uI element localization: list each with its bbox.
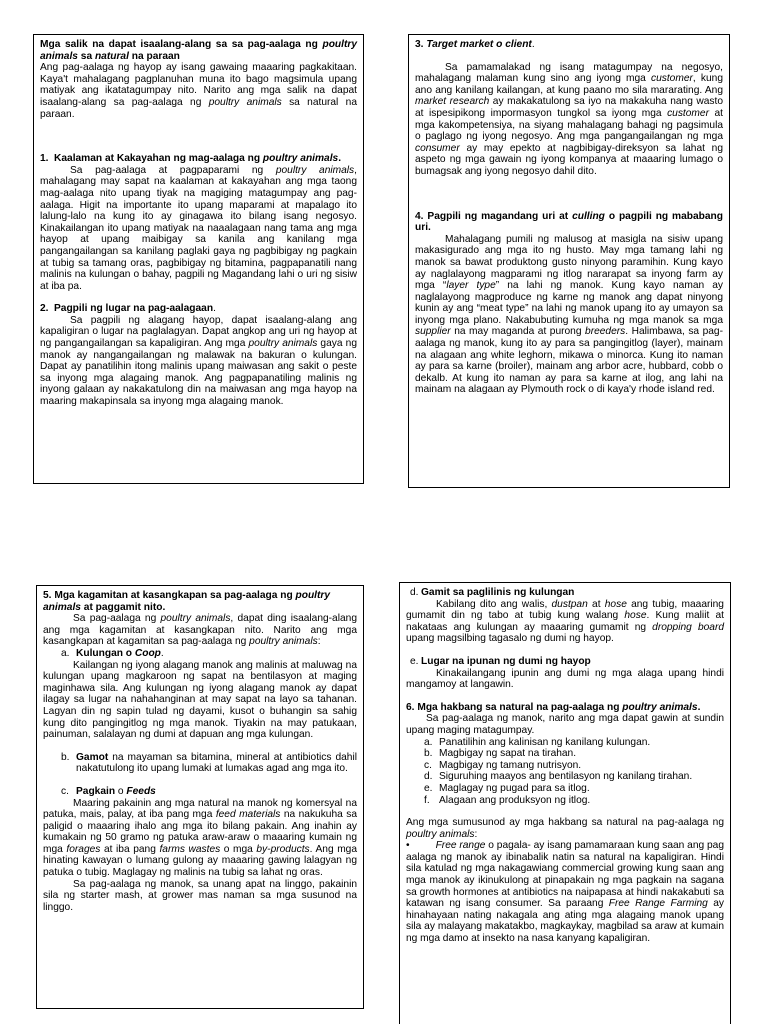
section-6-intro: Sa pag-aalaga ng manok, narito ang mga dapat gawin at sundin upang maging matagumpay. (406, 713, 724, 736)
list-item: a. Panatilihin ang kalinisan ng kanilang kulungan. (424, 736, 651, 748)
list-item: e. Maglagay ng pugad para sa itlog. (424, 782, 590, 794)
box1-intro: Ang pag-aalaga ng hayop ay isang gawaing maaaring pagkakitaan. Kaya't mahalagang pagplanuhan muna ito bago magsimula upang matiyak ang ikatatagumpay nito. Narito ang mga salik na dapat isaalang-alang sa pag-aalaga ng poultry animals sa natural na paraan. (40, 62, 357, 120)
section-box-target-market (408, 34, 730, 488)
section-5-heading: 5. Mga kagamitan at kasangkapan sa pag-aalaga ng poultry animals at paggamit nito. (43, 590, 331, 613)
list-item: d. Siguruhing maayos ang bentilasyon ng kanilang tirahan. (424, 771, 693, 783)
list-item: f. Alagaan ang produksyon ng itlog. (424, 794, 591, 806)
section-box-gamit-hakbang (399, 582, 731, 1024)
section-6-heading: 6. Mga hakbang sa natural na pag-aalaga ng poultry animals. (406, 701, 701, 713)
item-a-heading: a. Kulungan o Coop. (61, 647, 164, 659)
section-4-heading: 4. Pagpili ng magandang uri at culling o pagpili ng mababang uri. (415, 210, 724, 234)
item-d-body: Kabilang dito ang walis, dustpan at hose ang tubig, maaaring gumamit din ng tabo at tubig kung walang hose. Kung maliit at nakataas ang kulungan ay maaaring gumamit ng dropping board upang magsilbing tagasalo ng dumi ng hayop. (406, 598, 724, 645)
item-c-heading: c. Pagkain o Feeds (61, 785, 156, 797)
section-5-intro: Sa pag-aalaga ng poultry animals, dapat ding isaalang-alang ang mga kagamitan at kasangkapan nito. Narito ang mga kasangkapan at kagamitan sa pag-aalaga ng poultry animals: (43, 613, 357, 648)
item-e-heading: e. Lugar na ipunan ng dumi ng hayop (410, 655, 591, 667)
item-d-heading: d. Gamit sa paglilinis ng kulungan (410, 587, 575, 598)
section-1-heading: 1. Kaalaman at Kakayahan ng mag-aalaga ng poultry animals. (40, 153, 342, 165)
free-range-paragraph: • Free range o pagala- ay isang pamamaraan kung saan ang pag aalaga ng manok ay ibinabalik natin sa natural na kapaligiran. Hindi sila katulad ng mga nakagawiang commercial growing kung saan ang mga manok ay ikinukulong at pinapakain ng mga pagkain na sagana sa growth hormones at antibiotics na naipapasa at hindi nakakabuti sa katawan ng isang consumer. Sa paraang Free Range Farming ay hinahayaan nating nakagala ang ating mga alagaing manok upang sila ay malayang makatakbo, magkaykay, magbilad sa araw at kumain ng mga damo at insekto na nasa kanyang kapaligiran. (406, 840, 724, 945)
section-box-kagamitan (36, 585, 364, 1009)
item-b: b. Gamot na mayaman sa bitamina, mineral at antibiotics dahil nakatutulong ito upang lumaki at lumakas agad ang mga ito. (61, 751, 357, 775)
natural-steps-intro: Ang mga sumusunod ay mga hakbang sa natural na pag-aalaga ng poultry animals: (406, 817, 724, 840)
box1-title: Mga salik na dapat isaalang-alang sa sa pag-aalaga ng poultry animals sa natural na paraan (40, 39, 357, 62)
steps-list (406, 737, 724, 807)
item-a-body: Kailangan ng iyong alagang manok ang malinis at maluwag na kulungan upang magkaroon ng sapat na bentilasyon at maging maginhawa sila. Ang kulungan ng iyong alagang manok ay dapat ilagay sa lugar na nahahanginan at may sapat na layo sa tahanan. Lagyan din ng sapin tulad ng dayami, kusot o buhangin sa sahig kung dito pangingitlog ng mga manok. Tiyakin na may patukaan, painuman, salalayan ng dumi at dapuan ang mga kulungan. (43, 659, 357, 741)
section-2-body: Sa pagpili ng alagang hayop, dapat isaalang-alang ang kapaligiran o lugar na paglalagyan. Dapat angkop ang uri ng hayop at ng pangangailangan sa kapaligiran. Ang mga poultry animals gaya ng manok ay nangangailangan ng malawak na bakuran o kulungan. Dapat ay panatilihin itong malinis upang maiwasan ang sakit o peste sa inyong mga alagaing manok. Ang pagpapanatiling malinis ng inyong galaan ay nakakatulong din na maiwasan ang mga hayop na maaring makapinsala sa inyong mga alagaing manok. (40, 314, 357, 408)
item-c-body-2: Sa pag-aalaga ng manok, sa unang apat na linggo, pakainin sila ng starter mash, at grower mas naman sa mga susunod na linggo. (43, 878, 357, 913)
section-3-body: Sa pamamalakad ng isang matagumpay na negosyo, mahalagang malaman kung sino ang iyong mga customer, kung ano ang kanilang kailangan, at kung paano mo sila mararating. Ang market research ay makakatulong sa iyo na makakuha nang wasto at ispesipikong impormasyon tungkol sa iyong mga customer at mga kakompetensiya, na siyang mahalagang bahagi ng pagsimula o paglago ng iyong negosyo. Ang mga pangangailangan ng mga consumer ay may epekto at nagbibigay-direksyon sa lahat ng aspeto ng mga gawain ng iyong kompanya at maaaring lumago o bumagsak ang iyong negosyo dahil dito. (415, 61, 723, 177)
list-item: b. Magbigay ng sapat na tirahan. (424, 748, 577, 760)
section-1-body: Sa pag-aalaga at pagpaparami ng poultry animals, mahalagang may sapat na kaalaman at kakayahan ang mga taong mag-aalaga nito upang tiyak na magiging matagumpay ang pag-aalaga. Higit na importante ito upang maparami at mapalago ito lalung-lalo na kung ito ay ginagawa ito bilang isang negosyo. Kinakailangan ito upang matiyak na naaalagaan nang tama ang mga hayop at upang maibigay sa kanila ang kanilang mga pangangailangan sa kanilang paglaki gaya ng pagbibigay ng pagkain at tubig sa tamang oras, pagbibigay ng bitamina, pagpapanatili nang malinis na kulungan o bahay, pagpili ng Magandang lahi o uri ng sisiw at iba pa. (40, 164, 357, 292)
item-c-body: Maaring pakainin ang mga natural na manok ng komersyal na patuka, mais, palay, at iba pang mga feed materials na nakukuha sa paligid o maaaring ihalo ang mga ito bilang pakain. Ang inahin ay kumakain ng 50 gramo ng patuka araw-araw o maaaring kumain ng mga forages at iba pang farms wastes o mga by-products. Ang mga hinating kawayan o lumang gulong ay maaaring gawing lalagyan ng patuka o tubig. Maglagay ng malinis na tubig sa lahat ng oras. (43, 797, 358, 879)
section-4-body: Mahalagang pumili ng malusog at masigla na sisiw upang makasigurado ang mga ito ng husto. May mga tamang lahi ng manok sa bawat produktong gusto ninyong paramihin. Kung kayo ay naglalayong magparami ng itlog nararapat sa inyong farm ay mga “layer type” na lahi ng manok. Kung kayo naman ay naglalayong magproduce ng karne ng manok ang dapat ninyong kunin ay ang “meat type” na lahi ng manok upang ito ay umayon sa inyong mga plano. Nakabubuting kumuha ng mga manok sa mga supplier na may maganda at purong breeders. Halimbawa, sa pag-aalaga ng manok, kung ito ay para sa pangingitlog (layer), mainam na alagaan ang white leghorn, mikawa o minorca. Kung ito naman ay para sa karne (broiler), mainam ang arbor acre, hubbard, cobb o dekalb. At kung ito naman ay para sa karne at ilog, ang lahi na mainam na alagaan ay Plymouth rock o di kaya'y rhode island red. (415, 233, 724, 396)
item-e-body: Kinakailangang ipunin ang dumi ng mga alaga upang hindi mangamoy at langawin. (406, 667, 724, 691)
list-item: c. Magbigay ng tamang nutrisyon. (424, 759, 582, 771)
section-2-heading: 2. Pagpili ng lugar na pag-aalagaan. (40, 303, 216, 315)
bullet-icon: • (406, 840, 410, 852)
section-box-salik (33, 34, 364, 484)
section-3-heading: 3. Target market o client. (415, 39, 535, 50)
